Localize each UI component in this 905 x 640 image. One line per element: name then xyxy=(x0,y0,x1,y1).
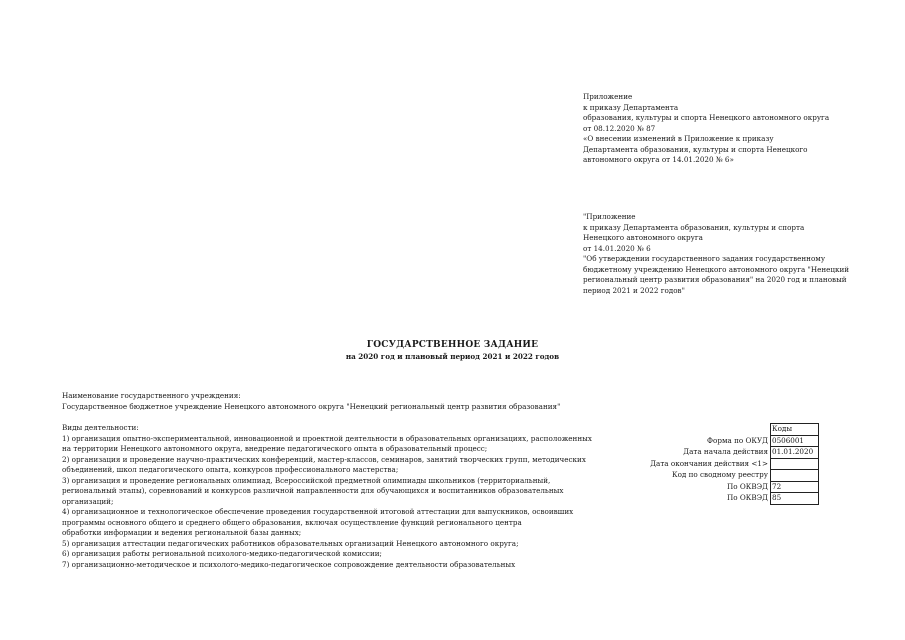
appendix-header-2 xyxy=(583,212,849,296)
appendix1-line: автономного округа от 14.01.2020 № 6» xyxy=(583,155,734,164)
activity-line: 7) организационно-методическое и психолого-медико-педагогическое сопровождение деятельности образовательных xyxy=(62,559,516,569)
codes-value: 72 xyxy=(771,481,819,493)
institution-name: Государственное бюджетное учреждение Ненецкого автономного округа "Ненецкий региональный центр развития образования" xyxy=(62,401,561,411)
codes-header-row xyxy=(600,424,819,436)
document-title xyxy=(0,339,905,362)
appendix2-line: "Об утверждении государственного задания государственному xyxy=(583,254,826,263)
codes-value xyxy=(771,470,819,482)
codes-label: Дата начала действия xyxy=(683,447,768,456)
activities-label: Виды деятельности: xyxy=(62,423,139,432)
codes-value: 0506001 xyxy=(771,435,819,447)
appendix2-line: Ненецкого автономного округа xyxy=(583,233,703,242)
appendix1-line: Приложение xyxy=(583,92,633,101)
codes-label: По ОКВЭД xyxy=(727,481,768,491)
institution-label: Наименование государственного учреждения: xyxy=(62,391,241,400)
codes-value xyxy=(771,458,819,470)
codes-row xyxy=(600,470,819,482)
appendix1-line: от 08.12.2020 № 87 xyxy=(583,123,656,133)
codes-label: Форма по ОКУД xyxy=(707,435,768,445)
appendix2-line: "Приложение xyxy=(583,212,636,221)
activity-line: 1) организация опытно-экспериментальной, инновационной и проектной деятельности в образовательных организациях, расположенных xyxy=(62,433,592,443)
activity-line: 2) организация и проведение научно-практических конференций, мастер-классов, семинаров, занятий творческих групп, методических xyxy=(62,454,586,464)
appendix2-line: период 2021 и 2022 годов" xyxy=(583,285,685,295)
institution-section xyxy=(62,391,560,412)
codes-value: 85 xyxy=(771,493,819,505)
appendix1-line: к приказу Департамента xyxy=(583,102,679,112)
codes-value: 01.01.2020 xyxy=(771,447,819,459)
appendix1-line: Департамента образования, культуры и спорта Ненецкого xyxy=(583,144,808,154)
activity-line: организаций; xyxy=(62,496,114,506)
title-sub: на 2020 год и плановый период 2021 и 2022 годов xyxy=(345,352,560,361)
codes-row xyxy=(600,493,819,505)
title-main: ГОСУДАРСТВЕННОЕ ЗАДАНИЕ xyxy=(366,340,539,350)
activity-line: 5) организация аттестации педагогических работников образовательных организаций Ненецкого автономного округа; xyxy=(62,538,519,548)
appendix2-line: от 14.01.2020 № 6 xyxy=(583,243,651,253)
appendix2-line: региональный центр развития образования" на 2020 год и плановый xyxy=(583,275,847,284)
activity-line: программы основного общего и среднего общего образования, включая осуществление функций регионального центра xyxy=(62,517,522,527)
activity-line: обработки информации и ведения региональной базы данных; xyxy=(62,528,302,537)
appendix-header-1 xyxy=(583,92,829,166)
activities-section xyxy=(62,423,592,570)
appendix2-line: бюджетному учреждению Ненецкого автономного округа "Ненецкий xyxy=(583,264,850,274)
codes-row xyxy=(600,481,819,493)
codes-row xyxy=(600,447,819,459)
activity-line: 4) организационное и технологическое обеспечение проведения государственной итоговой аттестации для выпускников, освоивших xyxy=(62,507,574,516)
codes-row xyxy=(600,458,819,470)
codes-label: По ОКВЭД xyxy=(727,493,768,502)
activity-line: 3) организация и проведение региональных олимпиад, Всероссийской предметной олимпиады школьников (территориальный, xyxy=(62,475,551,485)
appendix2-line: к приказу Департамента образования, культуры и спорта xyxy=(583,222,805,232)
appendix1-line: образования, культуры и спорта Ненецкого автономного округа xyxy=(583,113,830,122)
codes-label: Код по сводному реестру xyxy=(672,470,768,479)
activity-line: 6) организация работы региональной психолого-медико-педагогической комиссии; xyxy=(62,549,382,558)
appendix1-line: «О внесении изменений в Приложение к приказу xyxy=(583,134,774,143)
codes-header: Коды xyxy=(771,424,819,436)
codes-label: Дата окончания действия <1> xyxy=(650,458,768,468)
activity-line: на территории Ненецкого автономного округа, внедрение педагогического опыта в образовательный процесс; xyxy=(62,444,488,453)
activity-line: объединений, школ педагогического опыта, конкурсов профессионального мастерства; xyxy=(62,465,399,474)
codes-table xyxy=(600,423,819,505)
codes-row xyxy=(600,435,819,447)
activity-line: региональный этапы), соревнований и конкурсов различной направленности для обучающихся и воспитанников образовательных xyxy=(62,486,564,495)
